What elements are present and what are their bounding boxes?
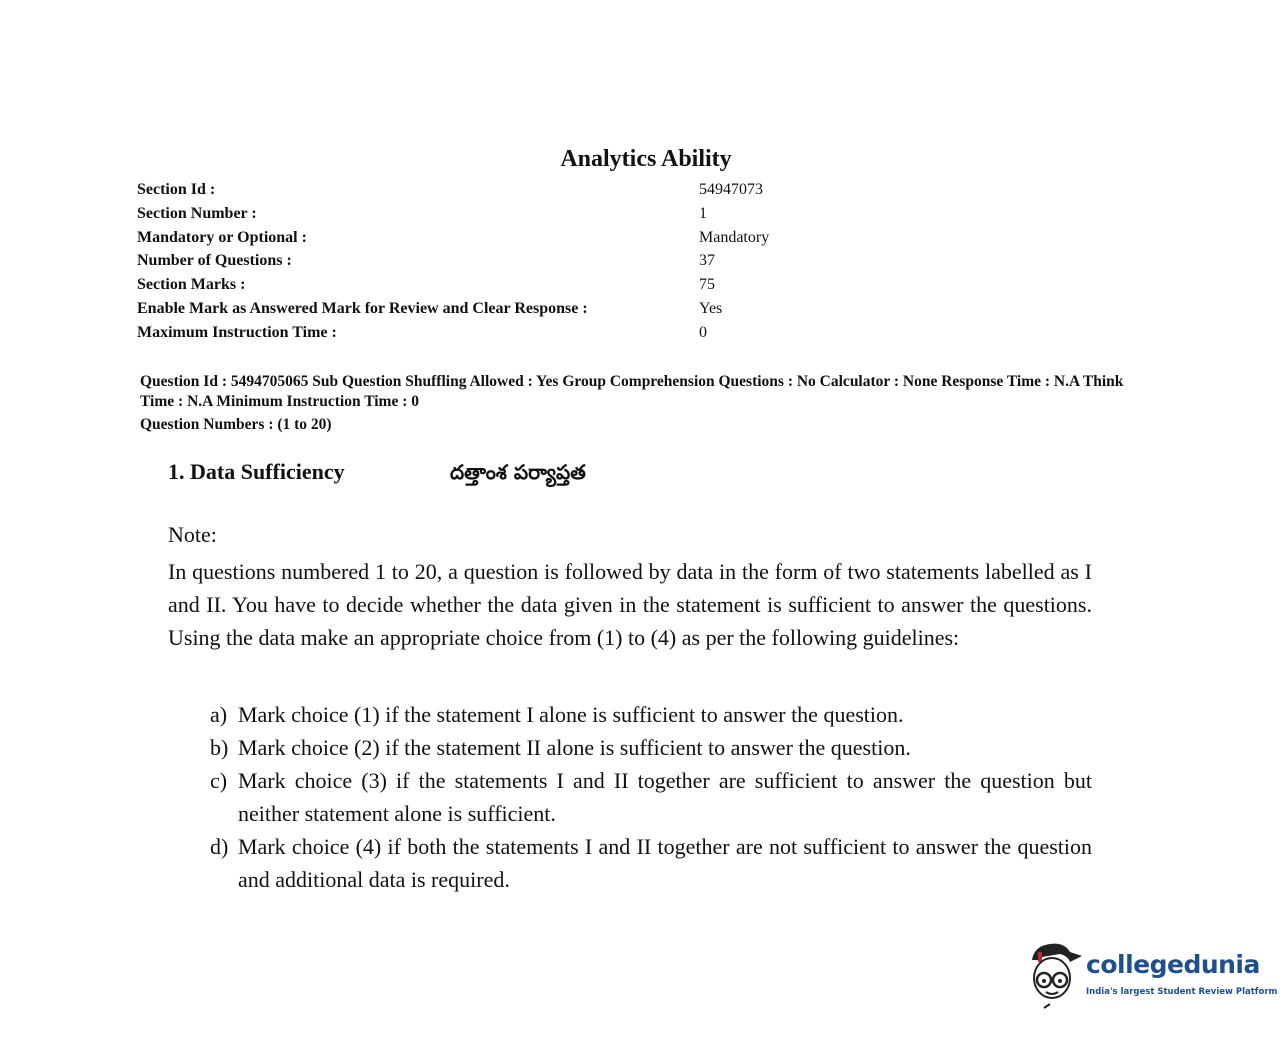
logo-tagline: India's largest Student Review Platform: [1086, 987, 1278, 997]
meta-value: 0: [699, 323, 707, 341]
guideline-text: Mark choice (4) if both the statements I and II together are not sufficient to answer the question and additional data is required.: [238, 834, 1092, 892]
guideline-text: Mark choice (3) if the statements I and II together are sufficient to answer the question but neither statement alone is sufficient.: [238, 768, 1092, 826]
meta-value: 37: [699, 252, 715, 270]
guideline-letter: d): [210, 834, 229, 859]
meta-label: Enable Mark as Answered Mark for Review and Clear Response :: [137, 299, 588, 317]
question-info: Question Id : 5494705065 Sub Question Shuffling Allowed : Yes Group Comprehension Questions : No Calculator : None Response Time : N.A Think Time : N.A Minimum Instruction Time : 0: [140, 373, 1124, 410]
meta-value: 1: [699, 204, 707, 222]
meta-value: 54947073: [699, 181, 763, 198]
meta-value: Mandatory: [699, 228, 770, 246]
guideline-item: [210, 698, 1092, 731]
meta-label: Section Number :: [137, 204, 257, 222]
note-text: In questions numbered 1 to 20, a question is followed by data in the form of two statements labelled as I and II. You have to decide whether the data given in the statement is sufficient to answer the questions. Using the data make an appropriate choice from (1) to (4) as per the following guidelines:: [168, 559, 1092, 650]
meta-label: Maximum Instruction Time :: [137, 323, 337, 341]
guideline-letter: c): [210, 768, 228, 793]
guideline-letter: a): [210, 702, 228, 727]
logo-name: collegedunia: [1086, 950, 1260, 979]
meta-label: Section Id :: [137, 181, 216, 198]
question-heading: 1. Data Sufficiency: [168, 459, 345, 484]
meta-label: Mandatory or Optional :: [137, 228, 307, 246]
meta-value: 75: [699, 276, 715, 294]
guidelines-list: [210, 698, 1092, 896]
guideline-item: [210, 830, 1092, 896]
section-title: Analytics Ability: [560, 146, 732, 172]
guideline-letter: b): [210, 735, 229, 760]
meta-label: Number of Questions :: [137, 252, 292, 270]
question-heading-telugu: దత్తాంశ పర్యాప్తత: [450, 460, 586, 484]
collegedunia-logo: [1024, 938, 1278, 1010]
meta-label: Section Marks :: [137, 276, 246, 294]
mascot-icon: [1024, 938, 1084, 1010]
question-numbers: Question Numbers : (1 to 20): [140, 416, 332, 433]
note-label: Note:: [168, 522, 217, 547]
guideline-text: Mark choice (1) if the statement I alone is sufficient to answer the question.: [238, 702, 904, 727]
guideline-item: [210, 731, 1092, 764]
guideline-item: [210, 764, 1092, 830]
meta-value: Yes: [699, 299, 723, 317]
guideline-text: Mark choice (2) if the statement II alone is sufficient to answer the question.: [238, 735, 911, 760]
